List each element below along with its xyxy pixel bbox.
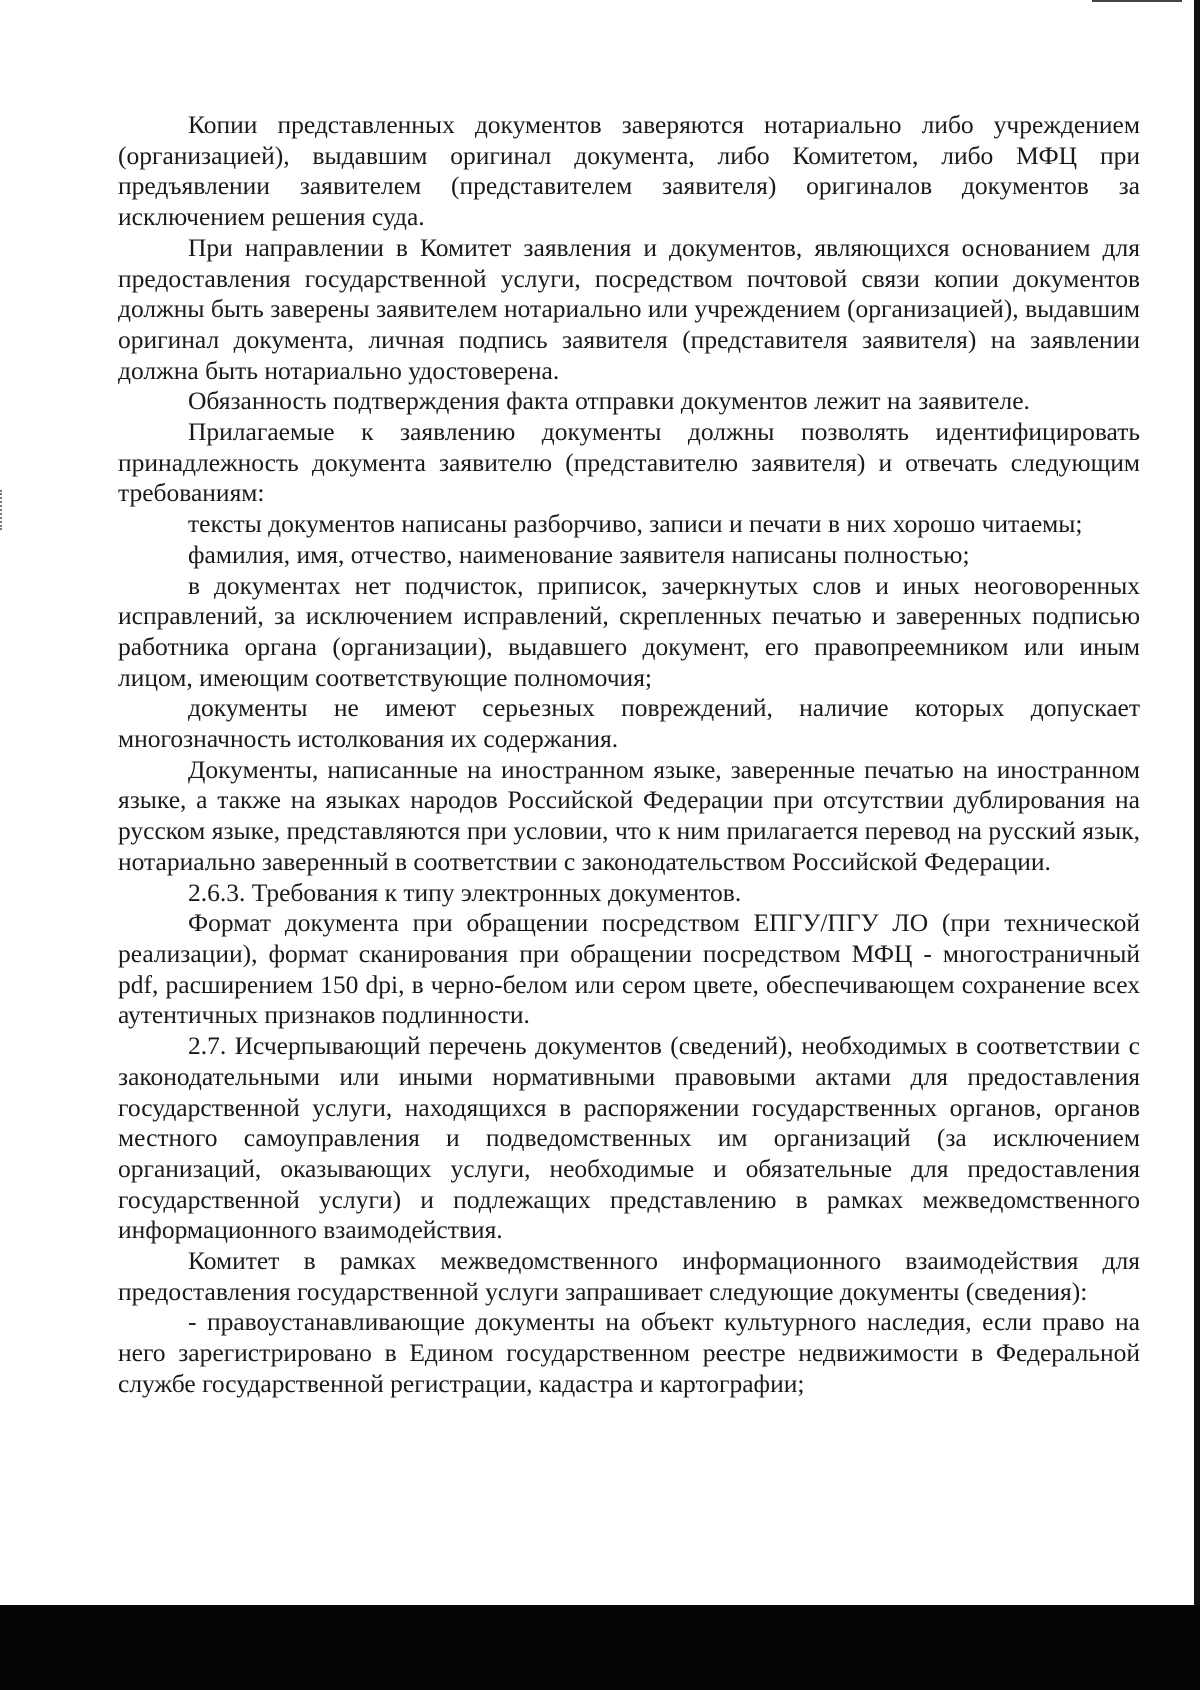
scan-bottom-band [0,1605,1200,1690]
scan-right-edge [1194,0,1200,1605]
document-body [118,110,1140,1400]
list-item-title-documents: - правоустанавливающие документы на объект культурного наследия, если право на него зарегистрировано в Едином государственном реестре недвижимости в Федеральной службе государственной регистрации, кадастра и картографии; [118,1307,1140,1398]
paragraph-requirement-no-corrections: в документах нет подчисток, приписок, зачеркнутых слов и иных неоговоренных исправлений, за исключением исправлений, скрепленных печатью и заверенных подписью работника органа (организации), выдавшего документ, его правопреемником или иным лицом, имеющим соответствующие полномочия; [118,570,1140,692]
paragraph-electronic-format: Формат документа при обращении посредством ЕПГУ/ПГУ ЛО (при технической реализации), формат сканирования при обращении посредством МФЦ - многостраничный pdf, расширением 150 dpi, в черно-белом или сером цвете, обеспечивающем сохранение всех аутентичных признаков подлинности. [118,908,1140,1030]
paragraph-requirement-no-damage: документы не имеют серьезных повреждений, наличие которых допускает многозначность истолкования их содержания. [118,693,1140,754]
section-2-7: 2.7. Исчерпывающий перечень документов (сведений), необходимых в соответствии с законодательными или иными нормативными правовыми актами для предоставления государственной услуги, находящихся в распоряжении государственных органов, органов местного самоуправления и подведомственных им организаций (за исключением организаций, оказывающих услуги, необходимые и обязательные для предоставления государственной услуги) и подлежащих представлению в рамках межведомственного информационного взаимодействия. [118,1031,1140,1245]
scan-margin-marks [0,490,5,530]
scan-edge-mark [1092,0,1182,2]
paragraph-foreign-language: Документы, написанные на иностранном языке, заверенные печатью на иностранном языке, а также на языках народов Российской Федерации при отсутствии дублирования на русском языке, представляются при условии, что к ним прилагается перевод на русский язык, нотариально заверенный в соответствии с законодательством Российской Федерации. [118,754,1140,876]
section-heading-2-6-3: 2.6.3. Требования к типу электронных документов. [188,877,742,907]
paragraph-sending-proof: Обязанность подтверждения факта отправки документов лежит на заявителе. [188,386,1030,416]
paragraph-interagency-request: Комитет в рамках межведомственного информационного взаимодействия для предоставления государственной услуги запрашивает следующие документы (сведения): [118,1246,1140,1306]
paragraph-postal-submission: При направлении в Комитет заявления и документов, являющихся основанием для предоставления государственной услуги, посредством почтовой связи копии документов должны быть заверены заявителем нотариально или учреждением (организацией), выдавшим оригинал документа, личная подпись заявителя (представителя заявителя) на заявлении должна быть нотариально удостоверена. [118,232,1140,385]
paragraph-requirement-legible: тексты документов написаны разборчиво, записи и печати в них хорошо читаемы; [188,509,1083,539]
paragraph-requirement-fullname: фамилия, имя, отчество, наименование заявителя написаны полностью; [188,539,970,569]
paragraph-attached-documents: Прилагаемые к заявлению документы должны позволять идентифицировать принадлежность документа заявителю (представителю заявителя) и отвечать следующим требованиям: [118,417,1140,508]
paragraph-copies-certification: Копии представленных документов заверяются нотариально либо учреждением (организацией), выдавшим оригинал документа, либо Комитетом, либо МФЦ при предъявлении заявителем (представителем заявителя) оригиналов документов за исключением решения суда. [118,110,1140,232]
